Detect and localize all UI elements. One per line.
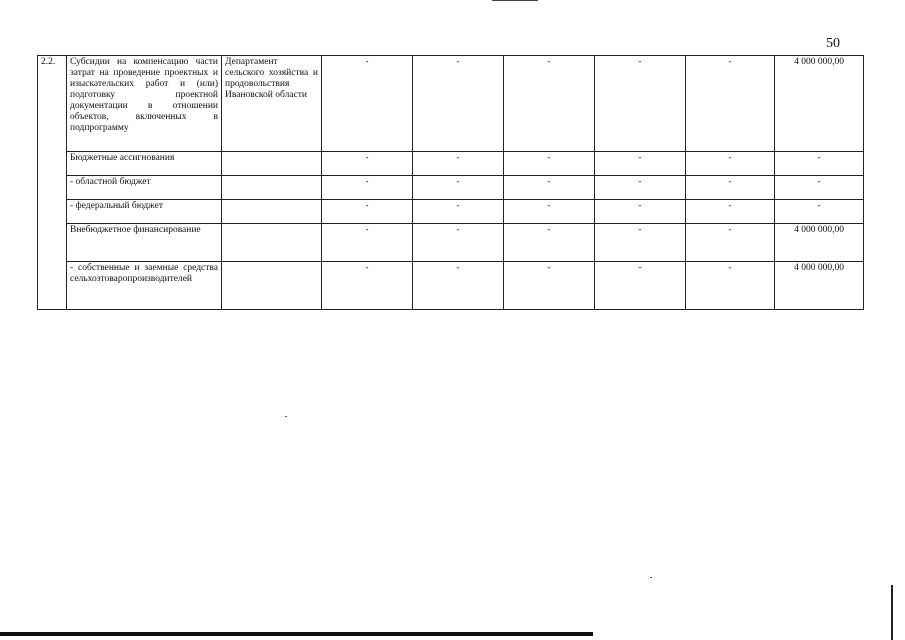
table-cell: - (413, 56, 504, 152)
row-name: Бюджетные ассигнования (67, 152, 222, 176)
table-cell: - (504, 176, 595, 200)
scan-speck (285, 416, 287, 417)
row-executor: Департамент сельского хозяйства и продовольствия Ивановской области (222, 56, 322, 152)
table-cell: - (504, 200, 595, 224)
table-row (38, 200, 864, 224)
row-number: 2.2. (38, 56, 67, 310)
table-row (38, 152, 864, 176)
page-number: 50 (826, 36, 840, 51)
scan-edge-mark (891, 585, 893, 640)
table-cell: - (686, 262, 775, 310)
table-cell: - (595, 176, 686, 200)
row-executor (222, 152, 322, 176)
row-name: Субсидии на компенсацию части затрат на проведение проектных и изыскательских работ и (или) подготовку проектной документации в отношении объектов, включенных в подпрограмму (67, 56, 222, 152)
table-row (38, 224, 864, 262)
table-cell: - (595, 152, 686, 176)
row-name: - областной бюджет (67, 176, 222, 200)
table-cell: - (413, 176, 504, 200)
row-executor (222, 262, 322, 310)
row-name: - собственные и заемные средства сельхозтоваропроизводителей (67, 262, 222, 310)
table-row (38, 262, 864, 310)
table-cell: - (595, 262, 686, 310)
table-cell: - (686, 176, 775, 200)
table-cell: - (413, 224, 504, 262)
table-cell: - (413, 152, 504, 176)
table-cell: 4 000 000,00 (775, 56, 864, 152)
table-cell: - (686, 224, 775, 262)
scan-bottom-edge (0, 632, 593, 636)
table-cell: 4 000 000,00 (775, 224, 864, 262)
table-cell: - (595, 56, 686, 152)
table-cell: - (686, 200, 775, 224)
table-row (38, 176, 864, 200)
row-executor (222, 200, 322, 224)
table-cell: - (595, 200, 686, 224)
row-executor (222, 224, 322, 262)
table-cell: - (504, 56, 595, 152)
table-cell: - (413, 200, 504, 224)
table-cell: - (775, 200, 864, 224)
table-cell: - (504, 152, 595, 176)
row-name: - федеральный бюджет (67, 200, 222, 224)
table-cell: - (686, 152, 775, 176)
table-cell: - (775, 152, 864, 176)
top-scan-mark (492, 0, 538, 1)
table-cell: - (322, 262, 413, 310)
table-cell: - (775, 176, 864, 200)
table-cell: 4 000 000,00 (775, 262, 864, 310)
table-cell: - (686, 56, 775, 152)
table-cell: - (322, 224, 413, 262)
table-cell: - (413, 262, 504, 310)
table-cell: - (322, 152, 413, 176)
table-cell: - (504, 262, 595, 310)
table-row (38, 56, 864, 152)
table-cell: - (322, 200, 413, 224)
table-cell: - (504, 224, 595, 262)
row-name: Внебюджетное финансирование (67, 224, 222, 262)
budget-table (37, 55, 864, 310)
table-cell: - (322, 176, 413, 200)
table-cell: - (595, 224, 686, 262)
row-executor (222, 176, 322, 200)
scan-speck (650, 577, 652, 578)
table-cell: - (322, 56, 413, 152)
